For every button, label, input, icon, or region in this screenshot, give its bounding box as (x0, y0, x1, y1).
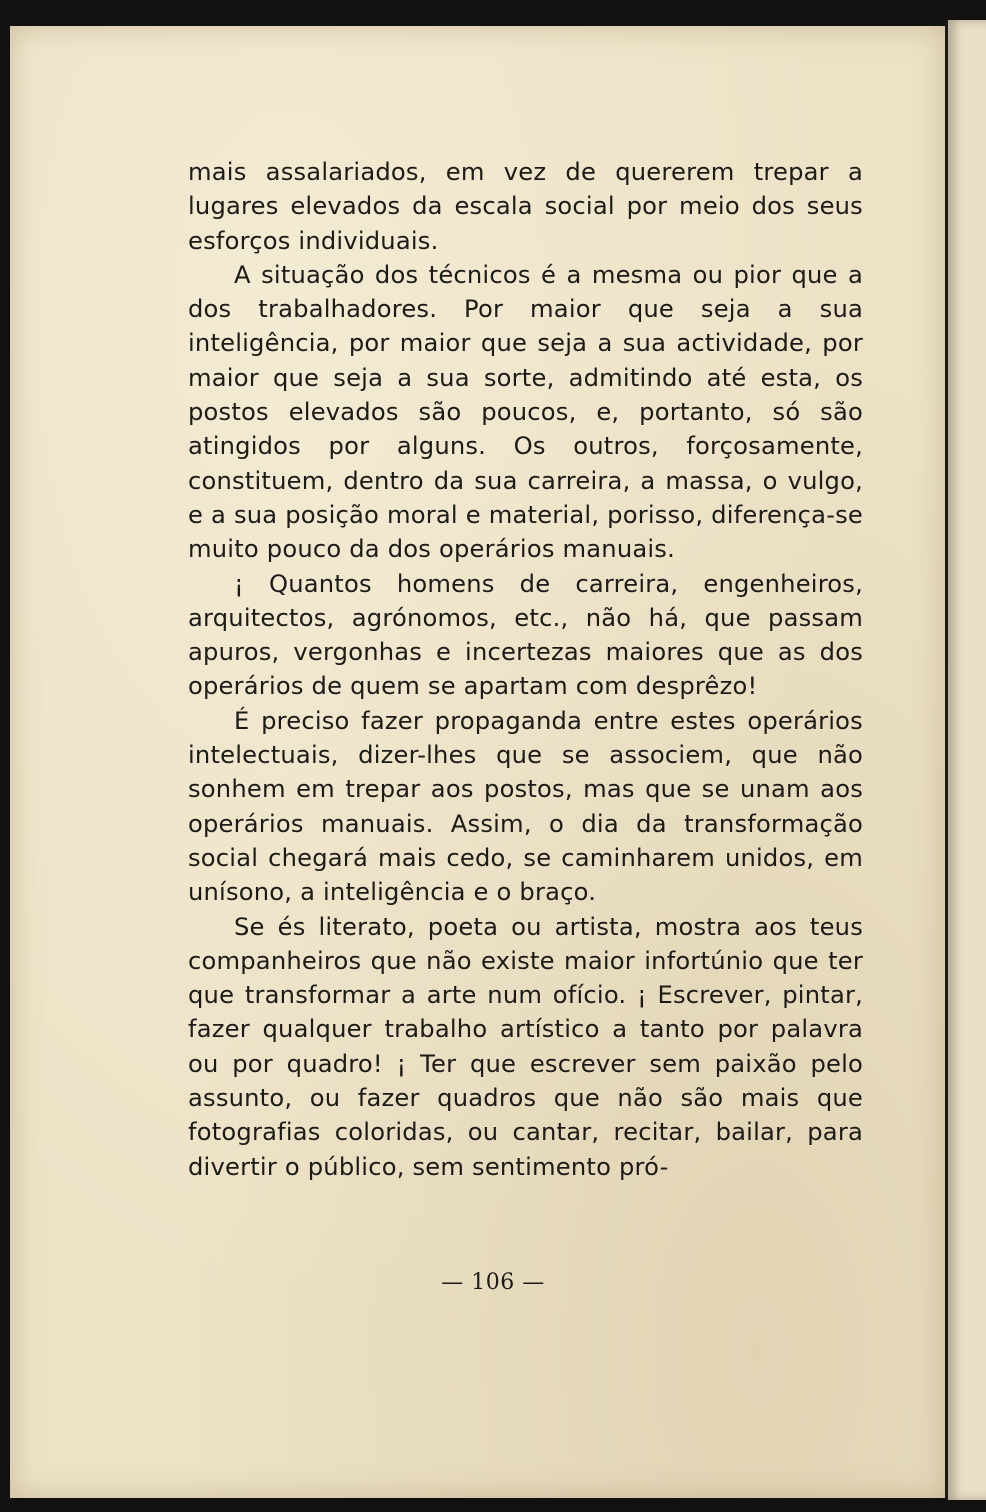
body-text (188, 155, 863, 1184)
paragraph-3: ¡ Quantos homens de carreira, engenheiros, arquitectos, agrónomos, etc., não há, que passam apuros, vergonhas e incertezas maiores que as dos operários de quem se apartam com desprêzo! (188, 569, 863, 701)
page-number: — 106 — (441, 1270, 545, 1295)
paragraph-4: É preciso fazer propaganda entre estes operários intelectuais, dizer-lhes que se associem, que não sonhem em trepar aos postos, mas que se unam aos operários manuais. Assim, o dia da transformação social chegará mais cedo, se caminharem unidos, em unísono, a inteligência e o braço. (188, 706, 863, 907)
paragraph-5: Se és literato, poeta ou artista, mostra aos teus companheiros que não existe maior infortúnio que ter que transformar a arte num ofício. ¡ Escrever, pintar, fazer qualquer trabalho artístico a tanto por palavra ou por quadro! ¡ Ter que escrever sem paixão pelo assunto, ou fazer quadros que não são mais que fotografias coloridas, ou cantar, recitar, bailar, para divertir o público, sem sentimento pró- (188, 912, 863, 1181)
paragraph-1: mais assalariados, em vez de quererem trepar a lugares elevados da escala social por meio dos seus esforços individuais. (188, 158, 863, 255)
paragraph-2: A situação dos técnicos é a mesma ou pior que a dos trabalhadores. Por maior que seja a sua inteligência, por maior que seja a sua actividade, por maior que seja a sua sorte, admitindo até esta, os postos elevados são poucos, e, portanto, só são atingidos por alguns. Os outros, forçosamente, constituem, dentro da sua carreira, a massa, o vulgo, e a sua posição moral e material, porisso, diferença-se muito pouco da dos operários manuais. (188, 260, 863, 564)
